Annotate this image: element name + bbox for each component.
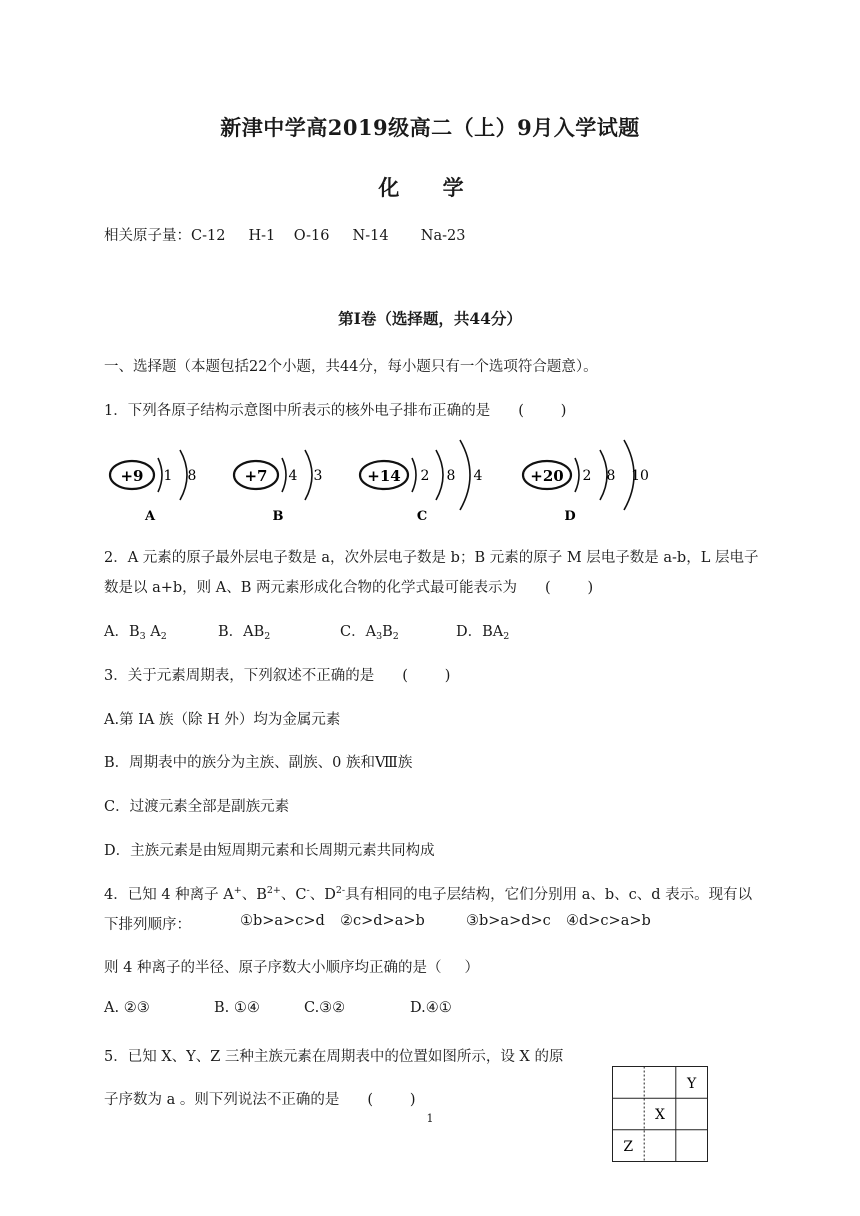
atomic-structure-diagrams xyxy=(100,436,680,526)
nucleus-charge: +7 xyxy=(244,467,268,485)
answer-blank: ( ) xyxy=(367,1092,416,1108)
q4-option-d: D.④① xyxy=(410,1000,452,1016)
exam-title: 新津中学高2019级高二（上）9月入学试题 xyxy=(220,115,640,140)
question-4-line1 xyxy=(104,883,752,904)
question-2-line1: 2．A 元素的原子最外层电子数是 a，次外层电子数是 b；B 元素的原子 M 层电子数是 a-b，L 层电子 xyxy=(104,550,759,566)
electron-shell-arc xyxy=(180,450,187,500)
electron-shell-arc xyxy=(436,450,443,500)
q4-text: 、D xyxy=(309,887,336,903)
q2-text: 数是以 a+b，则 A、B 两元素形成化合物的化学式最可能表示为 xyxy=(104,580,518,596)
shell-electrons: 4 xyxy=(473,468,483,484)
option-text: C．A xyxy=(340,624,377,640)
q4-text: 、C xyxy=(280,887,307,903)
diagram-label: D xyxy=(564,509,576,524)
answer-blank: ( ) xyxy=(402,668,451,684)
q1-text: 1．下列各原子结构示意图中所表示的核外电子排布正确的是 xyxy=(104,403,491,419)
option-text: B xyxy=(382,624,393,640)
q3-option-a: A.第 IA 族（除 H 外）均为金属元素 xyxy=(104,712,341,728)
nucleus-charge: +9 xyxy=(120,467,144,485)
shell-electrons: 1 xyxy=(163,468,173,484)
diagram-label: A xyxy=(144,509,156,524)
superscript: + xyxy=(233,885,242,896)
electron-shell-arc xyxy=(305,450,312,500)
superscript: - xyxy=(306,885,310,896)
diagram-a xyxy=(110,450,196,524)
q2-option-b xyxy=(218,620,270,641)
subject-title: 化 学 xyxy=(378,175,482,200)
atomic-masses: 相关原子量：C-12 H-1 O-16 N-14 Na-23 xyxy=(104,228,466,244)
electron-shell-arc xyxy=(575,458,579,492)
q4-order-label: 下排列顺序： xyxy=(104,917,191,933)
q4-order-3: ③b>a>d>c xyxy=(466,913,551,929)
question-3-stem xyxy=(104,664,450,685)
q2-option-d xyxy=(456,620,509,641)
nucleus-charge: +20 xyxy=(530,467,564,485)
question-1-stem xyxy=(104,399,566,420)
subscript: 3 xyxy=(139,631,146,642)
page-number: 1 xyxy=(426,1112,434,1125)
answer-blank: ( ) xyxy=(518,403,567,419)
shell-electrons: 2 xyxy=(420,468,430,484)
question-5-line1: 5．已知 X、Y、Z 三种主族元素在周期表中的位置如图所示，设 X 的原 xyxy=(104,1049,564,1065)
electron-shell-arc xyxy=(282,458,286,492)
section-instructions: 一、选择题（本题包括22个小题，共44分，每小题只有一个选项符合题意）。 xyxy=(104,359,598,375)
question-5-line2 xyxy=(104,1088,416,1109)
option-text: A xyxy=(145,624,161,640)
option-text: D．BA xyxy=(456,624,504,640)
shell-electrons: 3 xyxy=(313,468,323,484)
nucleus-charge: +14 xyxy=(367,467,401,485)
q2-option-a xyxy=(104,620,167,641)
q3-text: 3．关于元素周期表，下列叙述不正确的是 xyxy=(104,668,375,684)
q4-order-1: ①b>a>c>d xyxy=(240,913,325,929)
q3-option-c: C．过渡元素全部是副族元素 xyxy=(104,799,290,815)
q4-order-4: ④d>c>a>b xyxy=(566,913,651,929)
grid-cell-y: Y xyxy=(686,1076,697,1092)
diagram-label: C xyxy=(416,509,428,524)
shell-electrons: 8 xyxy=(446,468,456,484)
electron-shell-arc xyxy=(158,458,162,492)
option-text: B．AB xyxy=(218,624,265,640)
question-4-line3: 则 4 种离子的半径、原子序数大小顺序均正确的是（ ） xyxy=(104,960,479,976)
electron-shell-arc xyxy=(412,458,416,492)
q4-option-b: B. ①④ xyxy=(214,1000,260,1016)
q4-option-c: C.③② xyxy=(304,1000,346,1016)
answer-blank: ( ) xyxy=(545,580,594,596)
section-heading: 第Ⅰ卷（选择题，共44分） xyxy=(338,309,522,328)
grid-cell-x: X xyxy=(655,1107,665,1123)
subscript: 3 xyxy=(376,631,383,642)
superscript: 2+ xyxy=(266,885,281,896)
shell-electrons: 8 xyxy=(606,468,616,484)
electron-shell-arc xyxy=(460,440,470,510)
subscript: 2 xyxy=(160,631,167,642)
grid-cell-z: Z xyxy=(623,1139,634,1155)
diagram-c xyxy=(360,440,483,524)
q4-order-2: ②c>d>a>b xyxy=(340,913,425,929)
q5-text: 子序数为 a 。则下列说法不正确的是 xyxy=(104,1092,340,1108)
subscript: 2 xyxy=(264,631,271,642)
shell-electrons: 4 xyxy=(288,468,298,484)
shell-electrons: 10 xyxy=(631,468,649,484)
q4-text: 4．已知 4 种离子 A xyxy=(104,887,234,903)
q4-text: 、B xyxy=(241,887,267,903)
diagram-label: B xyxy=(272,509,284,524)
q2-option-c xyxy=(340,620,399,641)
subscript: 2 xyxy=(503,631,510,642)
option-text: A．B xyxy=(104,624,140,640)
shell-electrons: 2 xyxy=(582,468,592,484)
q4-text: 具有相同的电子层结构，它们分别用 a、b、c、d 表示。现有以 xyxy=(345,887,753,903)
diagram-d xyxy=(523,440,649,524)
superscript: 2- xyxy=(335,885,346,896)
q3-option-b: B．周期表中的族分为主族、副族、0 族和Ⅷ族 xyxy=(104,755,413,771)
subscript: 2 xyxy=(392,631,399,642)
shell-electrons: 8 xyxy=(187,468,197,484)
question-2-line2 xyxy=(104,576,593,597)
q3-option-d: D．主族元素是由短周期元素和长周期元素共同构成 xyxy=(104,843,435,859)
diagram-b xyxy=(234,450,322,524)
q4-option-a: A. ②③ xyxy=(104,1000,150,1016)
